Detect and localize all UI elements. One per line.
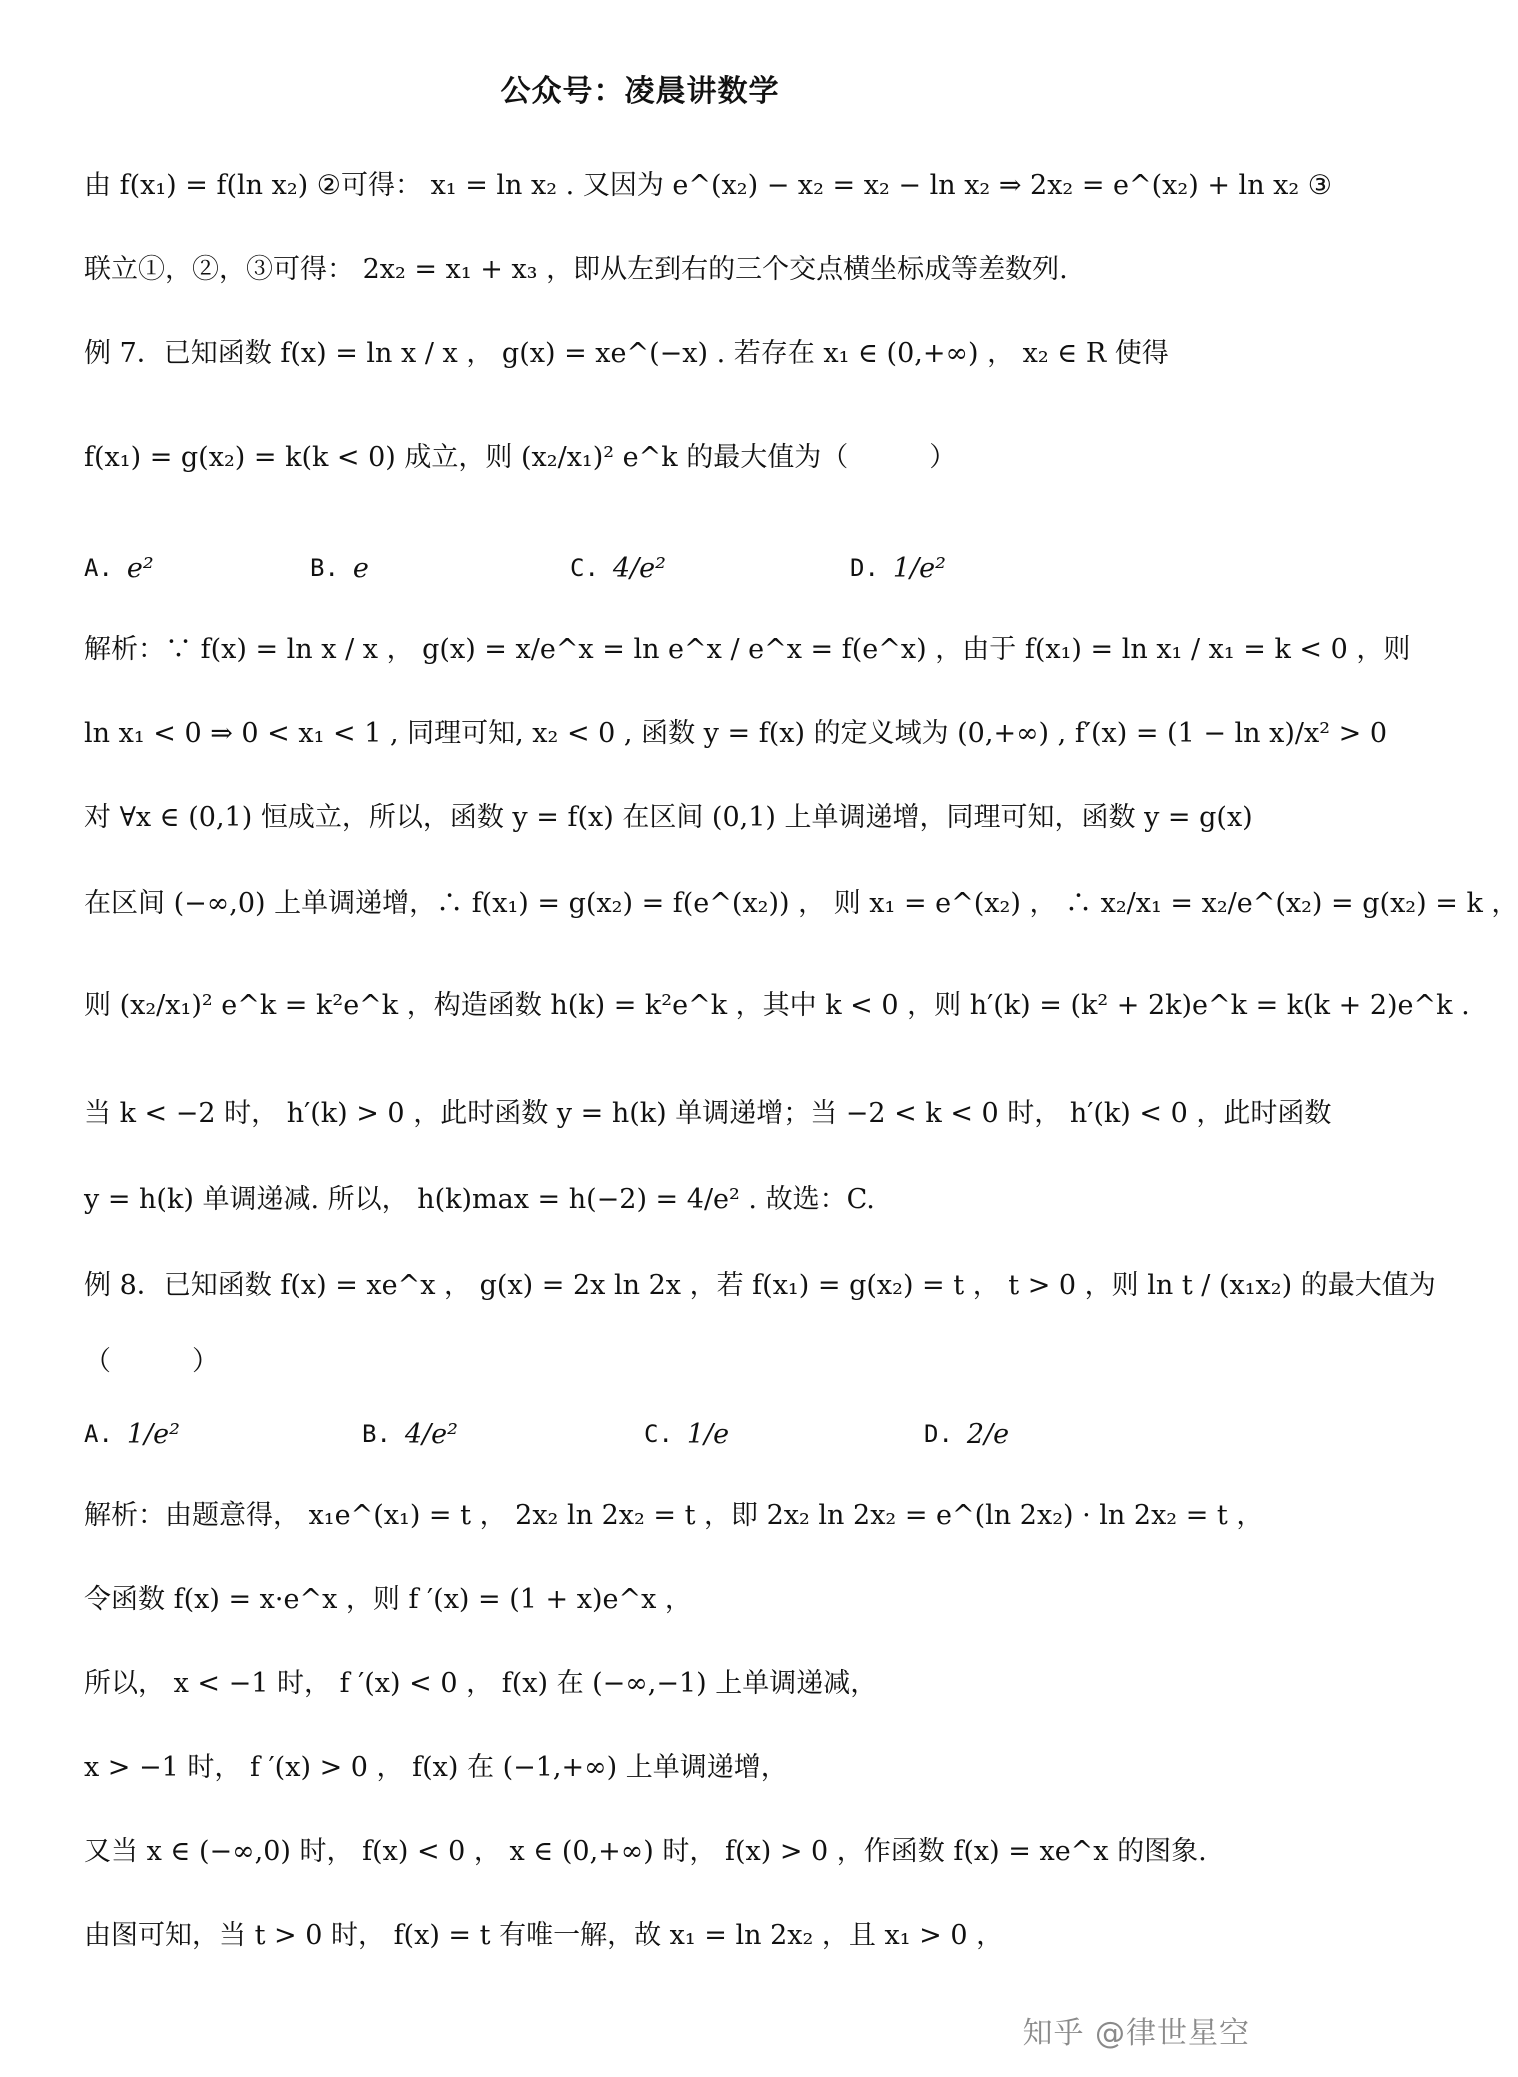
option-value: 1/e²	[892, 552, 946, 584]
text-line: 由图可知，当 t > 0 时， f(x) = t 有唯一解，故 x₁ = ln 2x₂ ，且 x₁ > 0 ，	[84, 1920, 1004, 1951]
option-label: B.	[310, 554, 339, 582]
text-line: 联立①，②，③可得： 2x₂ = x₁ + x₃ ，即从左到右的三个交点横坐标成等差数列.	[84, 254, 1068, 285]
page-title: 公众号：凌晨讲数学	[500, 74, 780, 109]
text-line: 令函数 f(x) = x·e^x ，则 f ′(x) = (1 + x)e^x ，	[84, 1584, 692, 1615]
text-line: f(x₁) = g(x₂) = k(k < 0) 成立，则 (x₂/x₁)² e^k 的最大值为（ ）	[84, 442, 957, 473]
option-d	[924, 1394, 1009, 1474]
text-line: （ ）	[84, 1346, 219, 1377]
option-b	[362, 1394, 458, 1474]
text-line: 对 ∀x ∈ (0,1) 恒成立，所以，函数 y = f(x) 在区间 (0,1) 上单调递增，同理可知，函数 y = g(x)	[84, 802, 1253, 833]
text-line: 所以， x < −1 时， f ′(x) < 0 ， f(x) 在 (−∞,−1) 上单调递减，	[84, 1668, 878, 1699]
example-8-question: 例 8．已知函数 f(x) = xe^x ， g(x) = 2x ln 2x ，若 f(x₁) = g(x₂) = t ， t > 0 ，则 ln t / (x₁x₂) 的最大值为	[84, 1270, 1436, 1301]
option-c	[644, 1394, 729, 1474]
example-7-question: 例 7．已知函数 f(x) = ln x / x ， g(x) = xe^(−x) . 若存在 x₁ ∈ (0,+∞) ， x₂ ∈ R 使得	[84, 338, 1169, 369]
option-d	[850, 528, 946, 608]
example-8-options	[84, 1394, 1214, 1474]
option-a	[84, 1394, 180, 1474]
option-value: 4/e²	[612, 552, 666, 584]
text-line: x > −1 时， f ′(x) > 0 ， f(x) 在 (−1,+∞) 上单调递增，	[84, 1752, 788, 1783]
option-b	[310, 528, 369, 608]
watermark: 知乎 @律世星空	[1022, 2016, 1250, 2051]
text-line: y = h(k) 单调递减. 所以， h(k)max = h(−2) = 4/e² . 故选：C.	[84, 1184, 875, 1215]
option-label: A.	[84, 1420, 113, 1448]
option-label: C.	[570, 554, 599, 582]
text-line: 当 k < −2 时， h′(k) > 0 ，此时函数 y = h(k) 单调递增；当 −2 < k < 0 时， h′(k) < 0 ，此时函数	[84, 1098, 1332, 1129]
option-a	[84, 528, 154, 608]
option-value: 4/e²	[404, 1418, 458, 1450]
option-label: D.	[850, 554, 879, 582]
option-c	[570, 528, 666, 608]
text-line: 则 (x₂/x₁)² e^k = k²e^k ，构造函数 h(k) = k²e^k ，其中 k < 0 ，则 h′(k) = (k² + 2k)e^k = k(k + 2)e^k .	[84, 990, 1470, 1021]
option-value: 1/e	[686, 1418, 730, 1450]
option-value: e	[352, 552, 369, 584]
text-line: 由 f(x₁) = f(ln x₂) ②可得： x₁ = ln x₂ . 又因为 e^(x₂) − x₂ = x₂ − ln x₂ ⇒ 2x₂ = e^(x₂) + ln x₂ ③	[84, 170, 1332, 201]
option-label: B.	[362, 1420, 391, 1448]
solution-start: 解析：∵ f(x) = ln x / x ， g(x) = x/e^x = ln e^x / e^x = f(e^x) ，由于 f(x₁) = ln x₁ / x₁ = k < 0 ，则	[84, 634, 1411, 665]
option-label: C.	[644, 1420, 673, 1448]
option-value: e²	[126, 552, 154, 584]
text-line: 在区间 (−∞,0) 上单调递增，∴ f(x₁) = g(x₂) = f(e^(x₂)) ， 则 x₁ = e^(x₂) ， ∴ x₂/x₁ = x₂/e^(x₂) = g(x₂) = k ，	[84, 888, 1518, 919]
text-line: ln x₁ < 0 ⇒ 0 < x₁ < 1 , 同理可知, x₂ < 0 , 函数 y = f(x) 的定义域为 (0,+∞) , f′(x) = (1 − ln x)/x² > 0	[84, 718, 1388, 749]
example-7-options	[84, 528, 1214, 608]
solution-start: 解析：由题意得， x₁e^(x₁) = t ， 2x₂ ln 2x₂ = t ，即 2x₂ ln 2x₂ = e^(ln 2x₂) · ln 2x₂ = t ，	[84, 1500, 1264, 1531]
option-label: A.	[84, 554, 113, 582]
text-line: 又当 x ∈ (−∞,0) 时， f(x) < 0 ， x ∈ (0,+∞) 时， f(x) > 0 ，作函数 f(x) = xe^x 的图象.	[84, 1836, 1207, 1867]
option-value: 1/e²	[126, 1418, 180, 1450]
option-label: D.	[924, 1420, 953, 1448]
option-value: 2/e	[966, 1418, 1010, 1450]
